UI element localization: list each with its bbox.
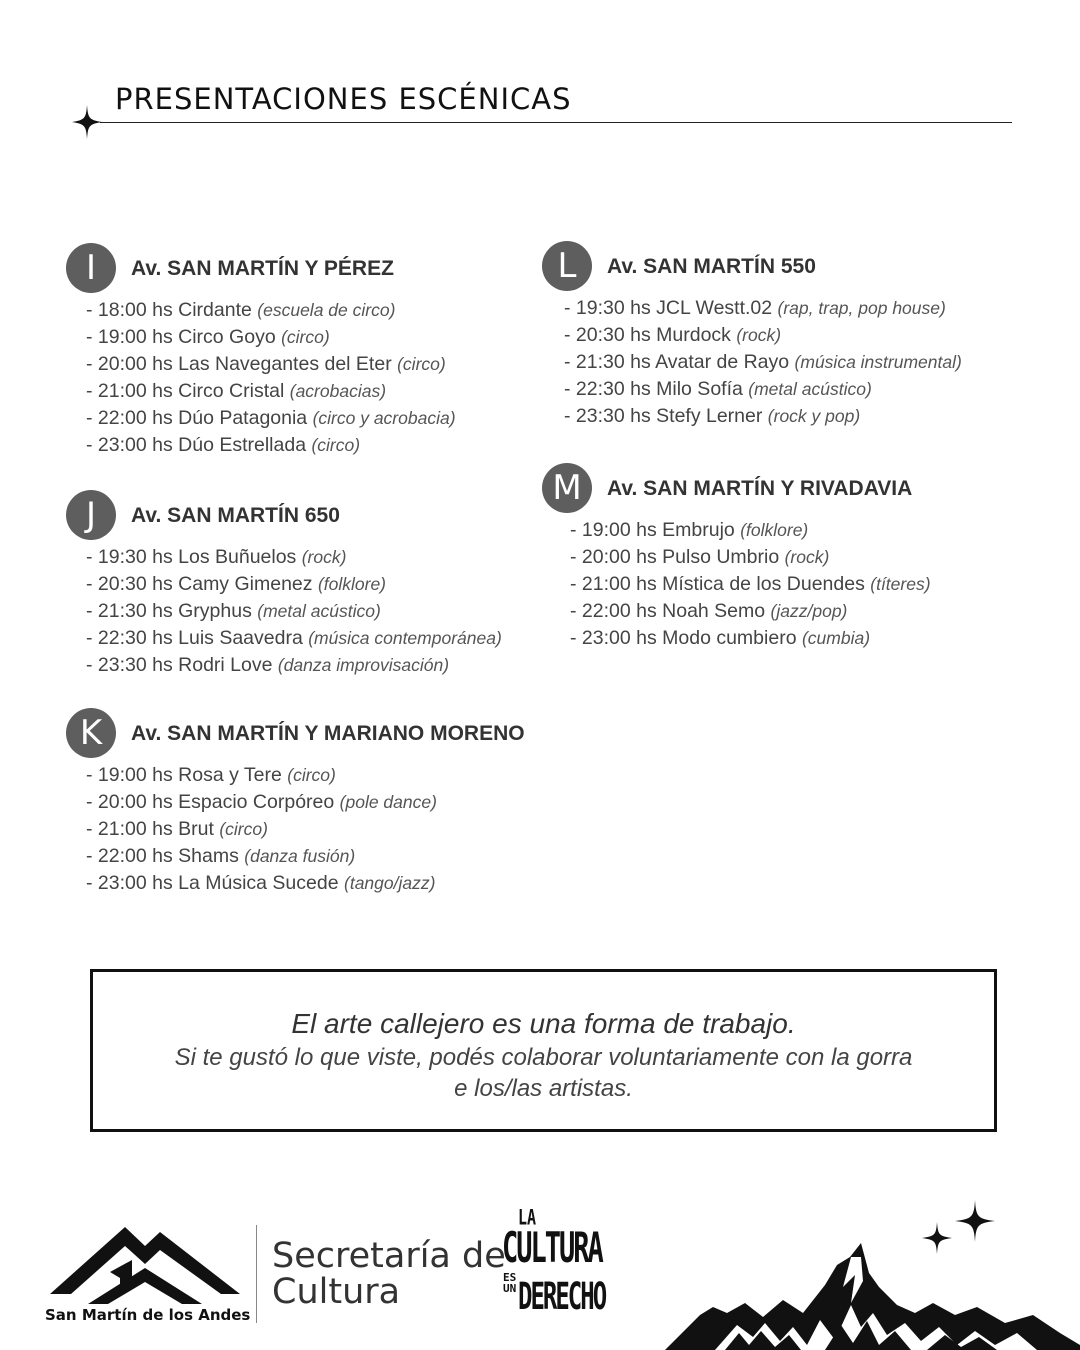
event-item bbox=[564, 297, 962, 324]
event-list bbox=[66, 760, 437, 899]
venue-letter-badge: I bbox=[66, 243, 116, 293]
info-heading: El arte callejero es una forma de trabajo. bbox=[291, 1008, 796, 1039]
event-item bbox=[86, 818, 437, 845]
event-text: - 23:00 hs Dúo Estrellada bbox=[86, 434, 307, 456]
venue-block-i bbox=[66, 243, 456, 461]
mountain-logo-icon bbox=[50, 1222, 240, 1304]
event-genre: (cumbia) bbox=[801, 628, 871, 648]
venue-letter-badge: J bbox=[66, 490, 116, 540]
venue-block-k bbox=[66, 708, 525, 899]
event-text: - 20:30 hs Camy Gimenez bbox=[86, 573, 313, 595]
event-genre: (rap, trap, pop house) bbox=[777, 298, 946, 318]
event-item bbox=[86, 627, 502, 654]
event-text: - 19:00 hs Rosa y Tere bbox=[86, 764, 282, 786]
venue-header bbox=[66, 490, 502, 542]
event-genre: (metal acústico) bbox=[257, 601, 381, 621]
venue-block-j bbox=[66, 490, 502, 681]
event-text: - 20:30 hs Murdock bbox=[564, 324, 731, 346]
event-genre: (circo) bbox=[287, 765, 336, 785]
event-text: - 21:30 hs Gryphus bbox=[86, 600, 252, 622]
event-item bbox=[86, 407, 456, 434]
event-text: - 20:00 hs Las Navegantes del Eter bbox=[86, 353, 392, 375]
town-logo bbox=[45, 1222, 251, 1332]
event-genre: (rock) bbox=[301, 547, 347, 567]
event-item bbox=[86, 380, 456, 407]
venue-name: Av. SAN MARTÍN Y MARIANO MORENO bbox=[131, 722, 525, 745]
venue-header bbox=[66, 243, 456, 295]
event-genre: (jazz/pop) bbox=[770, 601, 848, 621]
event-item bbox=[86, 600, 502, 627]
venue-header bbox=[542, 241, 962, 293]
event-item bbox=[86, 546, 502, 573]
page-title: PRESENTACIONES ESCÉNICAS bbox=[115, 82, 572, 116]
event-item bbox=[564, 378, 962, 405]
event-text: - 23:00 hs La Música Sucede bbox=[86, 872, 339, 894]
event-item bbox=[86, 353, 456, 380]
event-genre: (rock) bbox=[784, 547, 830, 567]
venue-letter-badge: K bbox=[66, 708, 116, 758]
venue-name: Av. SAN MARTÍN 550 bbox=[607, 255, 816, 278]
event-genre: (metal acústico) bbox=[748, 379, 872, 399]
footer-divider bbox=[256, 1225, 257, 1323]
event-item bbox=[570, 519, 931, 546]
event-text: - 21:00 hs Mística de los Duendes bbox=[570, 573, 865, 595]
event-item bbox=[86, 434, 456, 461]
event-text: - 23:30 hs Rodri Love bbox=[86, 654, 273, 676]
town-logo-text: San Martín de los Andes bbox=[45, 1306, 251, 1324]
venue-block-l bbox=[542, 241, 962, 432]
event-item bbox=[86, 872, 437, 899]
event-genre: (circo) bbox=[281, 327, 330, 347]
event-genre: (música instrumental) bbox=[794, 352, 962, 372]
event-text: - 23:30 hs Stefy Lerner bbox=[564, 405, 763, 427]
sparkle-icon bbox=[922, 1222, 952, 1254]
event-text: - 19:30 hs JCL Westt.02 bbox=[564, 297, 773, 319]
venue-block-m bbox=[542, 463, 931, 654]
event-text: - 22:00 hs Noah Semo bbox=[570, 600, 766, 622]
secretaria-logo bbox=[272, 1238, 506, 1310]
event-list bbox=[542, 293, 962, 432]
event-item bbox=[564, 324, 962, 351]
event-text: - 22:00 hs Shams bbox=[86, 845, 239, 867]
info-text: Si te gustó lo que viste, podés colaborar voluntariamente con la gorra bbox=[174, 1044, 913, 1071]
campaign-logo-derecho: DERECHO bbox=[518, 1275, 606, 1319]
event-item bbox=[570, 573, 931, 600]
event-list bbox=[66, 295, 456, 461]
event-genre: (circo y acrobacia) bbox=[312, 408, 456, 428]
info-text: e los/las artistas. bbox=[454, 1075, 633, 1102]
event-genre: (rock y pop) bbox=[767, 406, 861, 426]
event-text: - 19:00 hs Embrujo bbox=[570, 519, 735, 541]
event-genre: (títeres) bbox=[870, 574, 931, 594]
campaign-logo-la: LA bbox=[518, 1205, 537, 1231]
event-text: - 22:30 hs Luis Saavedra bbox=[86, 627, 303, 649]
info-box bbox=[90, 969, 997, 1132]
event-text: - 20:00 hs Pulso Umbrio bbox=[570, 546, 780, 568]
campaign-logo bbox=[500, 1205, 620, 1320]
event-genre: (circo) bbox=[219, 819, 268, 839]
event-text: - 19:30 hs Los Buñuelos bbox=[86, 546, 297, 568]
event-item bbox=[86, 654, 502, 681]
event-text: - 23:00 hs Modo cumbiero bbox=[570, 627, 797, 649]
event-text: - 22:30 hs Milo Sofía bbox=[564, 378, 743, 400]
event-text: - 20:00 hs Espacio Corpóreo bbox=[86, 791, 335, 813]
mountains-illustration bbox=[665, 1195, 1080, 1350]
event-item bbox=[86, 326, 456, 353]
venue-header bbox=[66, 708, 525, 760]
venue-letter-badge: M bbox=[542, 463, 592, 513]
sparkle-icon bbox=[955, 1200, 995, 1242]
event-item bbox=[86, 573, 502, 600]
event-genre: (circo) bbox=[311, 435, 361, 455]
event-genre: (música contemporánea) bbox=[308, 628, 502, 648]
venue-header bbox=[542, 463, 931, 515]
event-text: - 21:30 hs Avatar de Rayo bbox=[564, 351, 790, 373]
event-genre: (acrobacias) bbox=[289, 381, 387, 401]
event-text: - 22:00 hs Dúo Patagonia bbox=[86, 407, 308, 429]
event-genre: (danza improvisación) bbox=[277, 655, 450, 675]
event-item bbox=[570, 600, 931, 627]
event-genre: (folklore) bbox=[740, 520, 809, 540]
header-divider bbox=[100, 122, 1012, 123]
venue-name: Av. SAN MARTÍN Y PÉREZ bbox=[131, 257, 394, 280]
event-genre: (danza fusión) bbox=[244, 846, 356, 866]
campaign-logo-es-un: ES UN bbox=[503, 1271, 517, 1295]
sparkle-icon bbox=[72, 105, 102, 139]
event-genre: (circo) bbox=[397, 354, 446, 374]
event-text: - 21:00 hs Brut bbox=[86, 818, 214, 840]
event-text: - 21:00 hs Circo Cristal bbox=[86, 380, 285, 402]
event-genre: (pole dance) bbox=[339, 792, 437, 812]
event-genre: (rock) bbox=[736, 325, 782, 345]
secretaria-line2: Cultura bbox=[272, 1272, 401, 1312]
event-item bbox=[86, 299, 456, 326]
venue-letter-badge: L bbox=[542, 241, 592, 291]
event-item bbox=[570, 627, 931, 654]
event-item bbox=[570, 546, 931, 573]
event-item bbox=[86, 791, 437, 818]
event-genre: (tango/jazz) bbox=[344, 873, 436, 893]
event-item bbox=[564, 405, 962, 432]
event-list bbox=[66, 542, 502, 681]
event-item bbox=[86, 845, 437, 872]
event-genre: (folklore) bbox=[317, 574, 387, 594]
venue-name: Av. SAN MARTÍN Y RIVADAVIA bbox=[607, 477, 913, 500]
campaign-logo-cultura: CULTURA bbox=[502, 1225, 602, 1274]
event-text: - 19:00 hs Circo Goyo bbox=[86, 326, 276, 348]
secretaria-line1: Secretaría de bbox=[272, 1236, 506, 1276]
event-text: - 18:00 hs Cirdante bbox=[86, 299, 252, 321]
event-list bbox=[542, 515, 931, 654]
event-item bbox=[564, 351, 962, 378]
section-header bbox=[70, 80, 1015, 140]
venue-name: Av. SAN MARTÍN 650 bbox=[131, 504, 340, 527]
event-genre: (escuela de circo) bbox=[257, 300, 396, 320]
event-item bbox=[86, 764, 437, 791]
